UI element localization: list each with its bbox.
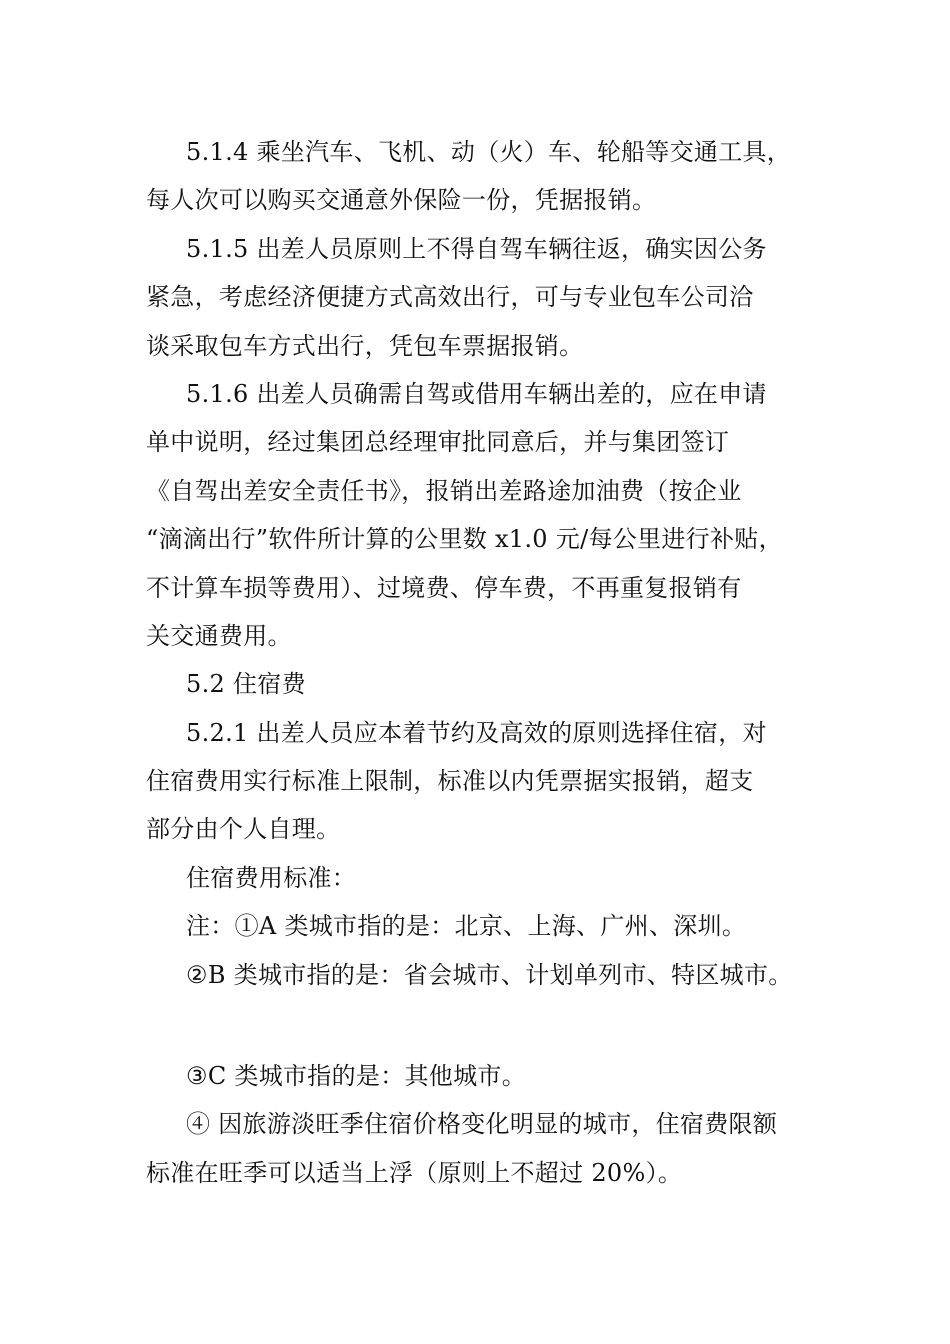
note-peak-season-line-2: 标准在旺季可以适当上浮（原则上不超过 20%）。 [146,1158,683,1187]
clause-5-1-6-line-3: 《自驾出差安全责任书》，报销出差路途加油费（按企业 [146,476,742,505]
note-city-class-b: ②B 类城市指的是：省会城市、计划单列市、特区城市。 [186,960,793,989]
clause-5-1-6-line-5: 不计算车损等费用）、过境费、停车费，不再重复报销有 [146,573,742,602]
section-5-2-heading: 5.2 住宿费 [186,670,306,699]
clause-5-1-6-line-1: 5.1.6 出差人员确需自驾或借用车辆出差的，应在申请 [186,379,767,408]
clause-5-1-5-line-3: 谈采取包车方式出行，凭包车票据报销。 [146,331,584,360]
document-body [146,128,836,1197]
clause-5-2-1-line-1: 5.2.1 出差人员应本着节约及高效的原则选择住宿，对 [186,718,767,747]
clause-5-2-1-line-3: 部分由个人自理。 [146,815,341,844]
clause-5-1-5-line-2: 紧急，考虑经济便捷方式高效出行，可与专业包车公司洽 [146,283,754,312]
note-peak-season-line-1: ④ 因旅游淡旺季住宿价格变化明显的城市，住宿费限额 [186,1110,778,1139]
note-city-class-c: ③C 类城市指的是：其他城市。 [186,1062,527,1091]
clause-5-1-4-line-1: 5.1.4 乘坐汽车、飞机、动（火）车、轮船等交通工具， [186,138,792,166]
clause-5-1-4-line-2: 每人次可以购买交通意外保险一份，凭据报销。 [146,186,657,215]
clause-5-1-6-line-6: 关交通费用。 [146,621,292,650]
clause-5-1-6-line-4: “滴滴出行”软件所计算的公里数 x1.0 元/每公里进行补贴， [146,525,783,554]
blank-spacer [146,999,836,1052]
clause-5-1-5-line-1: 5.1.5 出差人员原则上不得自驾车辆往返，确实因公务 [186,234,767,263]
clause-5-1-6-line-2: 单中说明，经过集团总经理审批同意后，并与集团签订 [146,428,730,457]
lodging-standard-label: 住宿费用标准： [186,863,357,892]
note-city-class-a: 注：①A 类城市指的是：北京、上海、广州、深圳。 [186,912,747,941]
clause-5-2-1-line-2: 住宿费用实行标准上限制，标准以内凭票据实报销，超支 [146,767,754,796]
